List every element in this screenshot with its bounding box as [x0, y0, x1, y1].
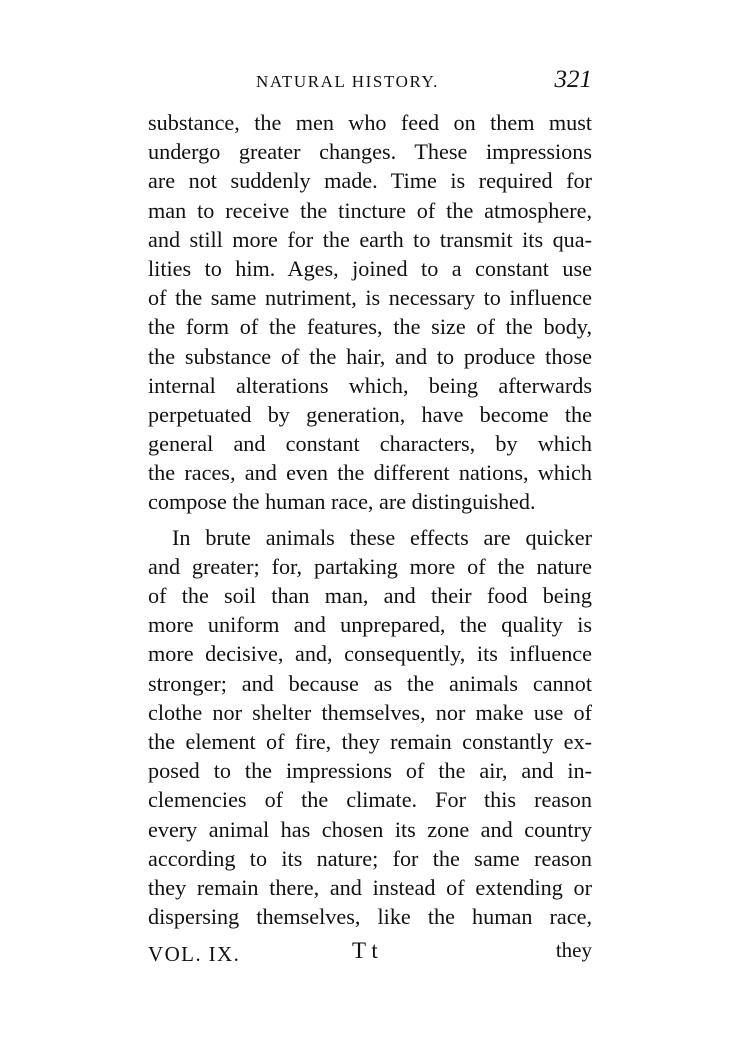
text-line: according to its nature; for the same reason — [148, 845, 592, 871]
text-line: are not suddenly made. Time is required for — [148, 168, 592, 194]
text-line: more uniform and unprepared, the quality is — [148, 612, 592, 638]
text-line: of the soil than man, and their food being — [148, 583, 592, 608]
text-line: man to receive the tincture of the atmosphere, — [148, 197, 592, 223]
text-line: stronger; and because as the animals cannot — [148, 670, 592, 696]
text-line: posed to the impressions of the air, and in- — [148, 758, 592, 784]
signature-mark: T t — [352, 938, 378, 963]
text-line: clothe nor shelter themselves, nor make use of — [148, 699, 592, 725]
text-line: and greater; for, partaking more of the nature — [148, 553, 592, 579]
text-line: the form of the features, the size of the body, — [148, 314, 592, 340]
running-head: NATURAL HISTORY. — [256, 72, 440, 91]
text-line: the element of fire, they remain constantly ex- — [148, 728, 592, 754]
text-line: perpetuated by generation, have become the — [148, 401, 592, 427]
text-line: more decisive, and, consequently, its influence — [148, 641, 592, 667]
volume-mark: VOL. IX. — [148, 942, 241, 966]
paragraph — [148, 523, 592, 932]
text-line: the races, and even the different nations, which — [148, 460, 592, 486]
text-line: compose the human race, are distinguished. — [148, 489, 536, 515]
text-line: lities to him. Ages, joined to a constant use — [148, 255, 592, 281]
page-header — [148, 66, 592, 98]
text-line: internal alterations which, being afterwards — [148, 372, 592, 398]
text-line: the substance of the hair, and to produce those — [148, 343, 592, 369]
paragraph — [148, 108, 592, 517]
text-line: dispersing themselves, like the human race, — [148, 904, 592, 930]
page-footer — [148, 938, 592, 970]
text-line: every animal has chosen its zone and country — [148, 816, 592, 842]
text-line: substance, the men who feed on them must — [148, 110, 592, 135]
text-line: general and constant characters, by which — [148, 431, 592, 457]
catchword: they — [555, 938, 592, 962]
text-line: of the same nutriment, is necessary to influence — [148, 285, 592, 311]
text-line: and still more for the earth to transmit its qua- — [148, 226, 592, 252]
text-line: undergo greater changes. These impressions — [148, 139, 592, 165]
page-number: 321 — [554, 66, 592, 93]
text-line: In brute animals these effects are quicker — [172, 524, 592, 550]
body-text — [148, 108, 592, 931]
text-line: they remain there, and instead of extending or — [148, 874, 592, 900]
text-line: clemencies of the climate. For this reason — [148, 787, 592, 813]
